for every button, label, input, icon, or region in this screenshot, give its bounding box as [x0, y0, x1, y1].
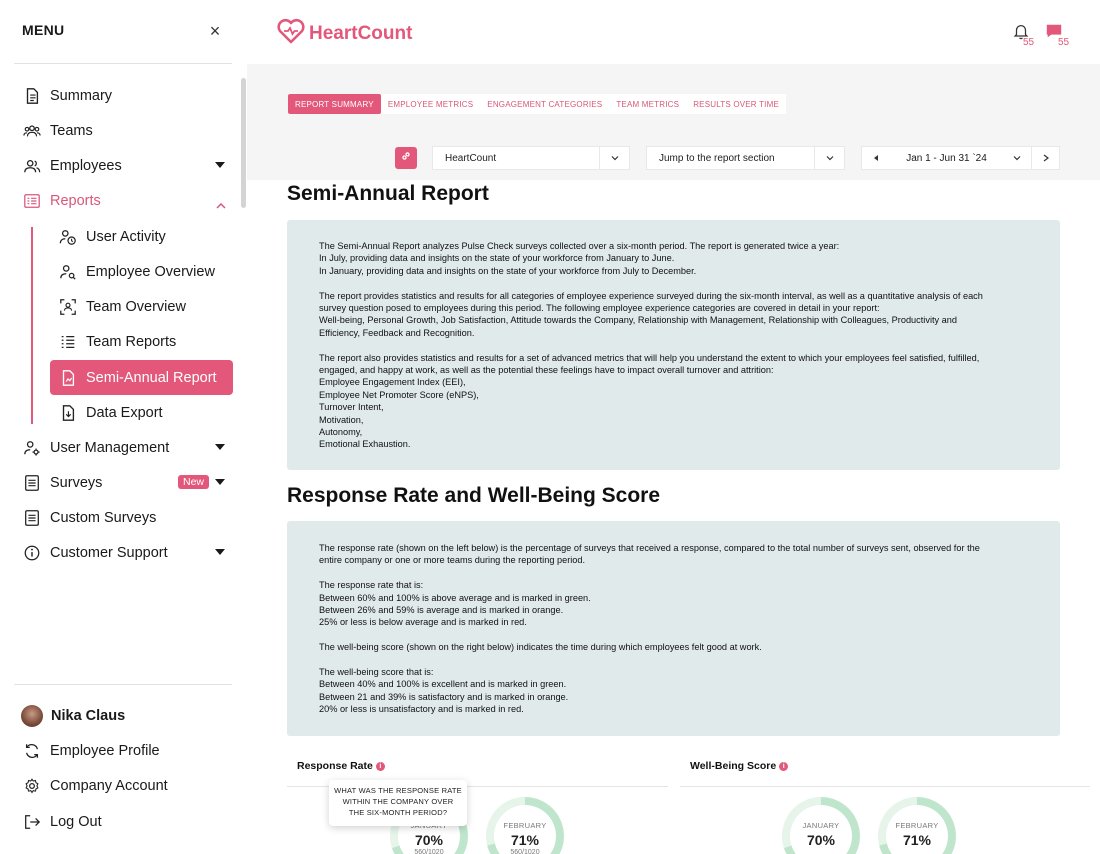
chevron-down-icon — [599, 147, 629, 169]
intro-text: In July, providing data and insights on the state of your workforce from January to June. — [319, 253, 675, 264]
sidebar-item-label: User Management — [50, 440, 170, 456]
sidebar-item-label: Summary — [50, 88, 113, 104]
refresh-icon — [22, 741, 42, 761]
intro-text: Well-being, Personal Growth, Job Satisfaction, Attitude towards the Company, Relationship with Management, Relationship with Colleagues, Productivity and — [319, 315, 958, 326]
user-clock-icon — [58, 227, 78, 247]
gauge-value: 70% — [806, 832, 836, 848]
card-title-text: Response Rate — [297, 760, 373, 772]
menu-title: MENU — [22, 22, 65, 38]
info-text: The response rate (shown on the left below) is the percentage of surveys that received a response, compared to the total number of surveys sent, observed for the — [319, 543, 980, 553]
card-title-text: Well-Being Score — [690, 760, 777, 772]
sidebar-item-teams[interactable] — [14, 115, 233, 147]
sidebar-item-label: Company Account — [50, 778, 168, 794]
info-text: Between 21 and 39% is satisfactory and is marked in orange. — [319, 691, 569, 702]
avatar — [21, 705, 43, 727]
submenu-line — [31, 227, 33, 424]
divider — [14, 684, 232, 685]
sidebar-item-label: Data Export — [86, 405, 163, 421]
user-search-icon — [58, 262, 78, 282]
users-icon — [22, 156, 42, 176]
divider — [14, 63, 232, 64]
gauge-sub: 560/1020 — [510, 849, 540, 854]
info-text: entire company or one or more teams during the reporting period. — [319, 555, 586, 566]
sidebar — [0, 0, 247, 854]
info-text: The well-being score that is: — [319, 667, 434, 678]
info-text: 25% or less is below average and is marked in red. — [319, 617, 527, 628]
sidebar-subitem-team-overview[interactable] — [50, 291, 233, 323]
tab-team-metrics[interactable]: TEAM METRICS — [616, 99, 680, 109]
sidebar-item-label: Employee Profile — [50, 743, 160, 759]
sidebar-item-label: Team Reports — [86, 334, 177, 350]
chevron-down-icon[interactable] — [215, 549, 225, 555]
sidebar-item-label: Reports — [50, 193, 101, 209]
user-name: Nika Claus — [51, 708, 126, 724]
response-rate-tooltip — [329, 780, 467, 826]
logo-text: HeartCount — [309, 22, 413, 44]
jump-section-select[interactable] — [646, 146, 845, 170]
gear-icon — [22, 776, 42, 796]
sidebar-item-log-out[interactable] — [14, 806, 233, 838]
tooltip-text: WITHIN THE COMPANY OVER — [342, 797, 454, 806]
checklist-icon — [22, 473, 42, 493]
close-icon[interactable]: × — [209, 21, 221, 41]
intro-text: Efficiency, Feedback and Recognition. — [319, 327, 475, 338]
sidebar-subitem-semi-annual-report[interactable] — [50, 360, 233, 395]
sidebar-item-label: Employees — [50, 158, 122, 174]
date-range-value: Jan 1 - Jun 31 `24 — [906, 152, 987, 164]
copy-link-button[interactable] — [395, 147, 417, 169]
sidebar-item-label: Semi-Annual Report — [86, 369, 217, 386]
intro-text: Emotional Exhaustion. — [319, 439, 411, 450]
info-text: Between 26% and 59% is average and is marked in orange. — [319, 605, 564, 616]
chevron-down-icon[interactable] — [1003, 155, 1031, 161]
chevron-up-icon[interactable] — [216, 197, 224, 205]
sidebar-item-label: Log Out — [50, 814, 102, 830]
sidebar-item-employees[interactable] — [14, 150, 233, 182]
sidebar-item-label: Custom Surveys — [50, 510, 157, 526]
tab-engagement-categories[interactable]: ENGAGEMENT CATEGORIES — [487, 99, 603, 109]
sidebar-item-label: Employee Overview — [86, 264, 215, 280]
sidebar-subitem-employee-overview[interactable] — [50, 256, 233, 288]
intro-text: The report provides statistics and results for all categories of employee experience surveyed during the six-month interval, as well as a quantitative analysis of each — [319, 290, 983, 301]
list-icon — [22, 191, 42, 211]
intro-infobox — [287, 220, 1060, 470]
jump-section-value: Jump to the report section — [659, 152, 775, 164]
section-title: Response Rate and Well-Being Score — [287, 484, 661, 507]
sidebar-item-user-management[interactable] — [14, 432, 233, 464]
link-icon — [400, 149, 412, 167]
response-rate-infobox — [287, 521, 1060, 736]
company-select-value: HeartCount — [445, 152, 497, 164]
sidebar-subitem-team-reports[interactable] — [50, 326, 233, 358]
sidebar-item-label: Surveys — [50, 475, 103, 491]
page-title: Semi-Annual Report — [287, 182, 489, 205]
next-arrow-icon[interactable] — [1031, 147, 1059, 169]
sidebar-item-custom-surveys[interactable] — [14, 502, 233, 534]
team-icon — [22, 121, 42, 141]
info-icon — [22, 543, 42, 563]
chevron-down-icon[interactable] — [215, 444, 225, 450]
sidebar-item-employee-profile[interactable] — [14, 735, 233, 767]
gauge-sub: 560/1020 — [414, 849, 444, 854]
tooltip-text: WHAT WAS THE RESPONSE RATE — [334, 786, 462, 795]
intro-text: The Semi-Annual Report analyzes Pulse Check surveys collected over a six-month period. The report is generated twice a year: — [319, 241, 840, 251]
gauge-value: 70% — [414, 832, 444, 848]
divider — [680, 786, 1090, 787]
sidebar-item-reports[interactable] — [14, 185, 233, 217]
gauge-month: FEBRUARY — [895, 821, 939, 830]
new-badge: New — [178, 475, 209, 489]
card-title — [297, 760, 385, 772]
info-text: The response rate that is: — [319, 580, 424, 591]
sidebar-item-label: Customer Support — [50, 545, 168, 561]
gauge-month: JANUARY — [802, 821, 840, 830]
user-profile-header[interactable] — [14, 700, 233, 732]
sidebar-item-company-account[interactable] — [14, 770, 233, 802]
gauge-value: 71% — [902, 832, 932, 848]
intro-text: In January, providing data and insights on the state of your workforce from July to December. — [319, 265, 697, 276]
chevron-down-icon — [814, 147, 844, 169]
scrollbar[interactable] — [241, 78, 246, 208]
info-text: 20% or less is unsatisfactory and is marked in red. — [319, 704, 524, 715]
intro-text: Turnover Intent, — [319, 402, 384, 413]
scan-team-icon — [58, 297, 78, 317]
sidebar-item-label: User Activity — [86, 229, 166, 245]
sidebar-subitem-user-activity[interactable] — [50, 221, 233, 253]
tab-employee-metrics[interactable]: EMPLOYEE METRICS — [387, 99, 474, 109]
info-text: Between 40% and 100% is excellent and is marked in green. — [319, 679, 567, 690]
file-export-icon — [58, 403, 78, 423]
card-title — [690, 760, 788, 772]
chevron-down-icon[interactable] — [215, 162, 225, 168]
file-report-icon — [58, 368, 78, 388]
chevron-down-icon[interactable] — [215, 479, 225, 485]
report-tabs — [288, 94, 786, 114]
prev-arrow-icon[interactable] — [862, 154, 890, 162]
list-bullets-icon — [58, 332, 78, 352]
document-icon — [22, 86, 42, 106]
tooltip-text: THE SIX-MONTH PERIOD? — [348, 808, 448, 817]
intro-text: engaged, and happy at work, as well as the potential these feelings have to impact overall turnover and attrition: — [319, 365, 774, 376]
messages-count: 55 — [1058, 37, 1070, 48]
intro-text: survey question posed to employees during this period. The following employee experience categories are covered in detail in your report: — [319, 303, 880, 314]
sidebar-item-label: Team Overview — [86, 299, 186, 315]
sidebar-subitem-data-export[interactable] — [50, 397, 233, 429]
tab-report-summary[interactable]: REPORT SUMMARY — [288, 94, 381, 114]
intro-text: Motivation, — [319, 414, 364, 425]
company-select[interactable] — [432, 146, 630, 170]
heart-icon — [277, 18, 305, 49]
user-gear-icon — [22, 438, 42, 458]
info-text: Between 60% and 100% is above average and is marked in green. — [319, 592, 591, 603]
tab-results-over-time[interactable]: RESULTS OVER TIME — [693, 99, 779, 109]
notifications-count: 55 — [1023, 37, 1035, 48]
sidebar-item-summary[interactable] — [14, 80, 233, 112]
gauge-month: FEBRUARY — [503, 821, 547, 830]
date-range-picker[interactable] — [861, 146, 1060, 170]
checklist-icon — [22, 508, 42, 528]
gauge-value: 71% — [510, 832, 540, 848]
sidebar-item-surveys[interactable] — [14, 467, 233, 499]
info-icon[interactable]: i — [779, 762, 788, 771]
intro-text: Autonomy, — [319, 427, 363, 438]
logo[interactable] — [277, 18, 412, 49]
logout-icon — [22, 812, 42, 832]
sidebar-item-customer-support[interactable] — [14, 537, 233, 569]
intro-text: The report also provides statistics and results for a set of advanced metrics that will help you understand the extent to which your employees feel satisfied, fulfilled, — [319, 352, 980, 363]
sidebar-item-label: Teams — [50, 123, 93, 139]
intro-text: Employee Net Promoter Score (eNPS), — [319, 389, 479, 400]
intro-text: Employee Engagement Index (EEI), — [319, 377, 466, 388]
info-icon[interactable]: i — [376, 762, 385, 771]
top-header — [247, 0, 1100, 64]
info-text: The well-being score (shown on the right below) indicates the time during which employees felt good at work. — [319, 642, 762, 653]
